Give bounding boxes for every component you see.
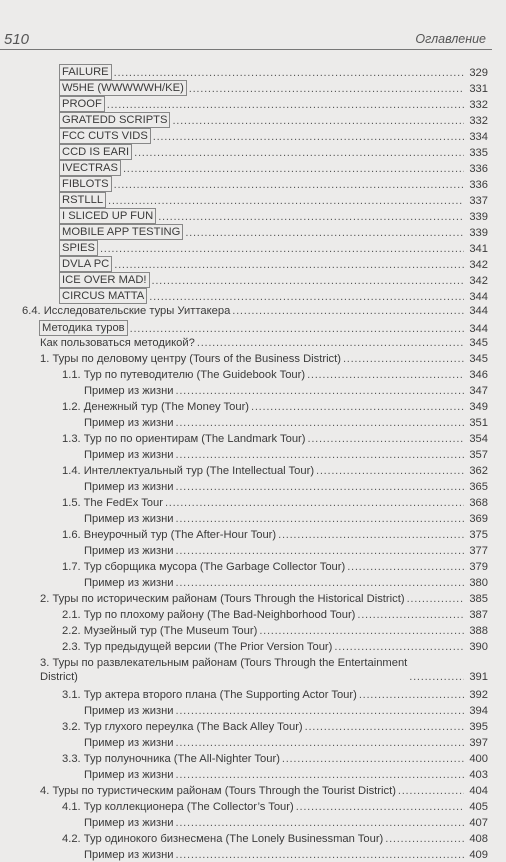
toc-entry: Пример из жизни . . . 394 <box>84 704 488 718</box>
toc-entry: Пример из жизни . . . 380 <box>84 576 488 590</box>
toc-entry: SPIES . . . 341 <box>62 240 488 256</box>
page-number: 510 <box>4 31 30 48</box>
toc-entry: CIRCUS MATTA . . . 344 <box>62 288 488 304</box>
toc-entry: Пример из жизни . . . 407 <box>84 816 488 830</box>
toc-entry: CCD IS EARI . . . 335 <box>62 144 488 160</box>
toc-entry: Пример из жизни . . . 365 <box>84 480 488 494</box>
toc-entry: 1.5. The FedEx Tour . . . 368 <box>62 496 488 510</box>
toc-entry: Пример из жизни . . . 357 <box>84 448 488 462</box>
toc-entry: Методика туров . . . 344 <box>42 320 488 336</box>
toc-entry: 2.2. Музейный тур (The Museum Tour) . . . 388 <box>62 624 488 638</box>
toc-entry: I SLICED UP FUN . . . 339 <box>62 208 488 224</box>
toc-entry: Пример из жизни . . . 403 <box>84 768 488 782</box>
toc-entry: 1.4. Интеллектуальный тур (The Intellectual Tour) . . . 362 <box>62 464 488 478</box>
toc-entry: RSTLLL . . . 337 <box>62 192 488 208</box>
toc-entry: Пример из жизни . . . 377 <box>84 544 488 558</box>
toc-entry: 2. Туры по историческим районам (Tours Through the Historical District) . . . 385 <box>40 592 488 606</box>
toc-entry: Пример из жизни . . . 347 <box>84 384 488 398</box>
toc-entry: Пример из жизни . . . 351 <box>84 416 488 430</box>
toc-entry: IVECTRAS . . . 336 <box>62 160 488 176</box>
toc-entry: 2.3. Тур предыдущей версии (The Prior Version Tour) . . . 390 <box>62 640 488 654</box>
toc-entry: GRATEDD SCRIPTS . . . 332 <box>62 112 488 128</box>
toc-entry: 2.1. Тур по плохому району (The Bad-Neighborhood Tour) . . . 387 <box>62 608 488 622</box>
toc-entry: 1.3. Тур по по ориентирам (The Landmark Tour) . . . 354 <box>62 432 488 446</box>
toc-entry: Пример из жизни . . . 369 <box>84 512 488 526</box>
toc-entry: 4.1. Тур коллекционера (The Collector’s Tour) . . . 405 <box>62 800 488 814</box>
toc-entry: 3. Туры по развлекательным районам (Tours Through the Entertainment District) . . . 391 <box>40 656 488 684</box>
toc-entry: ICE OVER MAD! . . . 342 <box>62 272 488 288</box>
toc-entry: Как пользоваться методикой? . . . 345 <box>40 336 488 350</box>
header-rule <box>0 49 492 50</box>
toc-entry: 4.2. Тур одинокого бизнесмена (The Lonely Businessman Tour) . . . 408 <box>62 832 488 846</box>
toc-entry: 3.3. Тур полуночника (The All-Nighter Tour) . . . 400 <box>62 752 488 766</box>
toc-entry: 1. Туры по деловому центру (Tours of the Business District) . . . 345 <box>40 352 488 366</box>
toc-entry: FIBLOTS . . . 336 <box>62 176 488 192</box>
toc-entry: 1.6. Внеурочный тур (The After-Hour Tour) . . . 375 <box>62 528 488 542</box>
page-header <box>0 0 506 50</box>
toc-entry: 6.4. Исследовательские туры Уиттакера . . . 344 <box>22 304 488 318</box>
section-title: Оглавление <box>415 32 486 46</box>
toc-entry: Пример из жизни . . . 409 <box>84 848 488 862</box>
toc-entry: 1.1. Тур по путеводителю (The Guidebook Tour) . . . 346 <box>62 368 488 382</box>
toc-entry: 3.1. Тур актера второго плана (The Supporting Actor Tour) . . . 392 <box>62 688 488 702</box>
toc-entry: 1.2. Денежный тур (The Money Tour) . . . 349 <box>62 400 488 414</box>
toc-entry: 4. Туры по туристическим районам (Tours Through the Tourist District) . . . 404 <box>40 784 488 798</box>
toc-entry: PROOF . . . 332 <box>62 96 488 112</box>
toc-entry: MOBILE APP TESTING . . . 339 <box>62 224 488 240</box>
toc-entry: Пример из жизни . . . 397 <box>84 736 488 750</box>
toc-entry: 3.2. Тур глухого переулка (The Back Alley Tour) . . . 395 <box>62 720 488 734</box>
toc-entry: FCC CUTS VIDS . . . 334 <box>62 128 488 144</box>
toc-entry: 1.7. Тур сборщика мусора (The Garbage Collector Tour) . . . 379 <box>62 560 488 574</box>
toc-entry: W5HE (WWWWWH/KE) . . . 331 <box>62 80 488 96</box>
toc-entry: FAILURE . . . 329 <box>62 64 488 80</box>
toc-entry: DVLA PC . . . 342 <box>62 256 488 272</box>
